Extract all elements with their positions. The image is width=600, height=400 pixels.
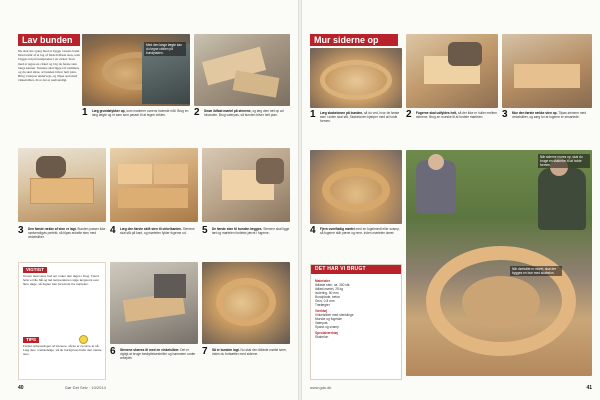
right-step-2-text: så der ikke er huller mellem stenene. Brug en murske til at fordele mørtelen. xyxy=(416,111,497,119)
right-step-1-text: så du ved, hvor de første sten i siden skal stå. Skabelonen hjælper med at holde formen. xyxy=(320,111,400,123)
left-heading: Lav bunden xyxy=(18,34,80,46)
materials-heading: Materialer xyxy=(315,278,331,283)
person-right-figure xyxy=(538,168,586,230)
right-step-4-photo xyxy=(310,150,402,224)
step-1-number: 1 xyxy=(82,107,88,118)
tip-important-heading: VIGTIGT xyxy=(23,267,47,273)
step-5-text: Stenene skal ligge tæt og mørtelen fordeles jævnt i fugerne. xyxy=(212,227,290,235)
step-6-text: Det er vigtigt at bruge beskyttelsesbriller og høreværn under arbejdet. xyxy=(120,348,196,360)
step-1-caption xyxy=(92,109,190,117)
left-page xyxy=(0,0,298,400)
step-6-caption xyxy=(120,348,198,360)
step-2-photo xyxy=(194,34,290,106)
material-item: Ildfaste sten, ca. 300 stk. xyxy=(315,282,351,287)
right-step-3-caption xyxy=(512,111,592,119)
step-4-caption xyxy=(120,227,198,235)
special-tools-heading: Specialværktøj xyxy=(315,330,338,335)
materials-box-title: DET HAR VI BRUGT xyxy=(311,265,401,274)
step-3-text: Bunden passer ikke nødvendigvis perfekt, så tilpas enkelte sten med vinkelsliber. xyxy=(28,227,106,239)
right-step-3-number: 3 xyxy=(502,109,508,120)
material-item: Grus, 0-8 mm xyxy=(315,298,335,303)
right-folio-text: www.gds.dk xyxy=(310,385,332,390)
photo-overlay-note: Med den lange lægte kan du tegne cirklen på bundpladen. xyxy=(144,42,186,56)
material-item: Ildfast mørtel, 25 kg xyxy=(315,286,343,291)
tool-item: Murske og fugeske xyxy=(315,316,342,321)
step-3-title: Den første række af sten er lagt. xyxy=(28,227,77,231)
step-7-title: Så er bunden lagt. xyxy=(212,348,240,352)
right-page xyxy=(302,0,600,400)
step-3-caption xyxy=(28,227,106,239)
step-4-photo xyxy=(110,148,198,222)
right-step-1-number: 1 xyxy=(310,109,316,120)
materials-list xyxy=(315,277,401,339)
right-step-4-text: med en fugebrædt eller svamp, så fugerne står pæne og rene, inden mørtelen tørrer. xyxy=(320,227,400,235)
step-7-caption xyxy=(212,348,290,356)
step-6-title: Stenene skæres til med en vinkelsliber. xyxy=(120,348,180,352)
main-photo-building-oven xyxy=(406,150,592,376)
tool-item: Spand og svamp xyxy=(315,325,339,330)
tools-heading: Værktøj xyxy=(315,308,327,313)
right-step-2-title: Fugerne skal udfyldes helt, xyxy=(416,111,458,115)
tool-item: Vinkelsliber med stenklinge xyxy=(315,312,354,317)
step-1-title: Læg grundstykker op, xyxy=(92,109,126,113)
right-step-3-title: Mur den første række sten op. xyxy=(512,111,558,115)
tool-item: Vaterpas xyxy=(315,320,328,325)
step-2-title: Smør ildfast mørtel på stenene, xyxy=(204,109,252,113)
right-step-4-number: 4 xyxy=(310,225,316,236)
right-step-2-photo xyxy=(406,34,498,108)
right-step-2-number: 2 xyxy=(406,109,412,120)
step-5-photo xyxy=(202,148,290,222)
step-5-number: 5 xyxy=(202,225,208,236)
right-page-number: 41 xyxy=(586,385,592,391)
step-2-text: og læg dem tæt op ad hinanden. Brug vaterpas, så bunden bliver helt plan. xyxy=(204,109,284,117)
lightbulb-icon xyxy=(79,335,88,344)
right-step-2-caption xyxy=(416,111,498,119)
step-4-number: 4 xyxy=(110,225,116,236)
step-1-photo xyxy=(82,34,190,106)
tip-text: Fordel opbevaringen af stenene, så de er nemme at nå. Læg dem i rækkefølge, så du hurtigt kan finde den næste sten. xyxy=(23,344,102,356)
right-step-4-caption xyxy=(320,227,402,235)
right-folio xyxy=(310,385,592,390)
right-step-1-caption xyxy=(320,111,402,123)
tip-heading: TIPS xyxy=(23,337,39,343)
right-heading: Mur siderne op xyxy=(310,34,398,46)
right-step-3-text: Tilpas stenene med vinkelsliber, og sørg for at fugerne er ensartede. xyxy=(512,111,587,119)
materials-box xyxy=(310,264,402,380)
right-step-1-photo xyxy=(310,48,402,108)
step-7-text: Nu skal den ildfaste mørtel tørre, inden du fortsætter med siderne. xyxy=(212,348,287,356)
step-4-text: Stenene skal stå på kant, og mørtelen fylder fugerne ud. xyxy=(120,227,195,235)
step-6-number: 6 xyxy=(110,346,116,357)
right-step-3-photo xyxy=(502,34,592,108)
material-item: Bundplade, beton xyxy=(315,294,340,299)
step-5-caption xyxy=(212,227,290,235)
tips-box xyxy=(18,262,106,380)
left-folio xyxy=(18,385,106,391)
oven-floor xyxy=(462,276,540,328)
material-item: Isolering, 50 mm xyxy=(315,290,339,295)
photo-overlay-1: Når siderne mures op, skal du bruge en skabelon til at holde formen. xyxy=(538,154,590,168)
person-left-head xyxy=(428,154,444,170)
tip-important-text: Ovnen skal være helt tør, inden den tages i brug. Tænd først et lille bål og lad temperaturen stige langsomt over flere dage, så fugten kan forsvinde fra mørtelen. xyxy=(23,274,100,286)
step-5-title: De første sten til bunden lægges. xyxy=(212,227,263,231)
step-4-title: Læg den første skift sten til cirkelkanten. xyxy=(120,227,182,231)
step-1-text: som markerer ovnens inderste mål. Brug en lang lægte og et søm som passer til at tegne cirklen. xyxy=(92,109,189,117)
step-7-number: 7 xyxy=(202,346,208,357)
right-step-4-title: Fjern overflødig mørtel xyxy=(320,227,355,231)
step-3-photo xyxy=(18,148,106,222)
photo-overlay-2: Når dørhullet er muret, skal der bygges en bue med skabelon. xyxy=(510,266,562,276)
material-item: Trælægter xyxy=(315,303,330,308)
step-3-number: 3 xyxy=(18,225,24,236)
left-intro-text: Nu skal du i gang med at bygge ovnens bund. Den består af et lag af flade ildfaste sten, som lægges ud på bundpladen i en cirkel. Start med at tegne en cirkel og læg de første sten langs kanten. Stenene skal ligge tæt sammen, og du skal sikre, at bunden bliver helt plan. Brug vaterpas undervejs, og tilpas sten med vinkelsliber, hvor det er nødvendigt. xyxy=(18,49,80,83)
step-2-caption xyxy=(204,109,290,117)
left-page-number: 40 xyxy=(18,385,24,391)
step-2-number: 2 xyxy=(194,107,200,118)
left-folio-text: Gør Det Selv · 10/2014 xyxy=(64,385,106,390)
right-step-1-title: Læg skabelonen på bunden, xyxy=(320,111,364,115)
special-tool-item: Skabelon xyxy=(315,334,329,339)
step-7-photo xyxy=(202,262,290,344)
step-6-photo xyxy=(110,262,198,344)
